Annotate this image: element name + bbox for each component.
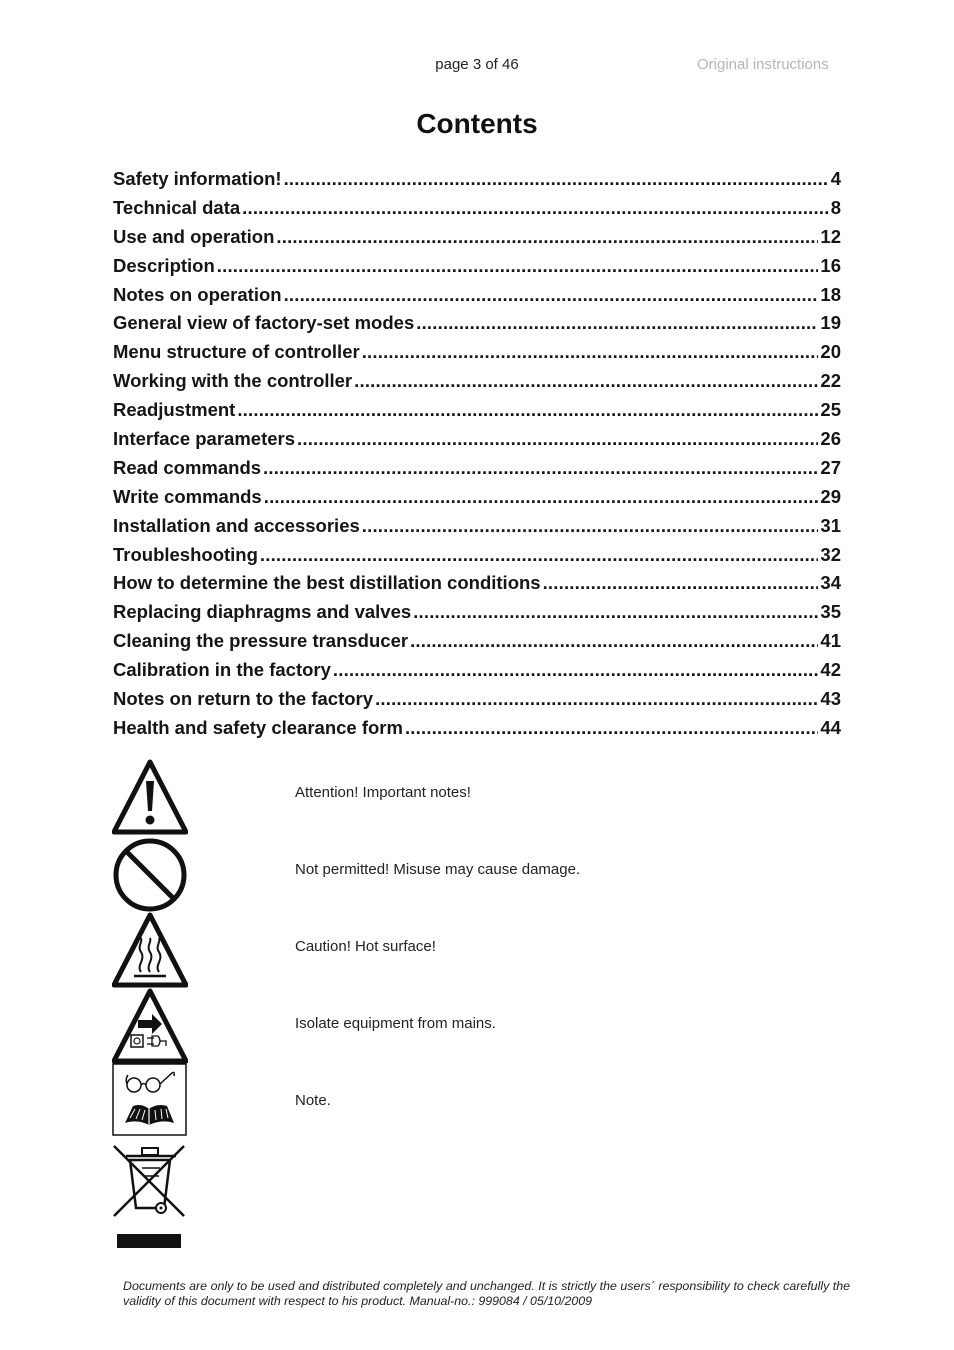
hot-surface-icon [112,912,188,988]
toc-leader-dots [264,486,819,508]
toc-entry[interactable] [113,284,841,313]
toc-entry-page: 18 [820,283,841,305]
toc-entry[interactable] [113,515,841,544]
toc-entry-page: 8 [830,196,841,218]
toc-leader-dots [284,168,829,190]
toc-entry-page: 34 [820,572,841,594]
toc-entry-title: Troubleshooting [113,543,258,565]
toc-leader-dots [237,399,818,421]
toc-leader-dots [263,457,818,479]
note-label: Note. [295,1092,331,1109]
footer-disclaimer: Documents are only to be used and distributed completely and unchanged. It is strictly the users´ responsibility to check carefully the validity of this document with respect to his product. Manual-no.: 999084 / 05/10/2009 [123,1279,850,1308]
toc-entry-title: Replacing diaphragms and valves [113,601,412,623]
toc-entry-page: 4 [830,168,841,189]
toc-entry-title: Read commands [113,456,262,478]
prohibited-icon [112,837,188,913]
toc-entry-title: Use and operation [113,225,275,247]
table-of-contents [113,168,841,746]
toc-entry-title: Health and safety clearance form [113,716,403,738]
toc-entry-page: 31 [820,514,841,536]
toc-entry-page: 20 [820,341,841,363]
toc-entry-page: 32 [820,543,841,565]
toc-entry-title: How to determine the best distillation conditions [113,572,541,594]
toc-entry[interactable] [113,399,841,428]
toc-entry-title: Working with the controller [113,370,353,392]
toc-entry-page: 27 [820,456,841,478]
toc-entry-title: Write commands [113,485,262,507]
toc-entry-title: Safety information! [113,168,282,189]
toc-entry-title: General view of factory-set modes [113,312,415,334]
isolate-label: Isolate equipment from mains. [295,1015,496,1032]
toc-entry-page: 26 [820,428,841,450]
toc-leader-dots [362,341,819,363]
toc-entry[interactable] [113,255,841,284]
toc-entry-title: Description [113,254,215,276]
toc-entry[interactable] [113,197,841,226]
toc-entry-title: Readjustment [113,399,236,421]
toc-entry[interactable] [113,688,841,717]
page-title: Contents [416,108,538,139]
toc-leader-dots [354,370,818,392]
toc-entry[interactable] [113,717,841,746]
toc-entry-page: 42 [820,659,841,681]
toc-entry-page: 16 [820,254,841,276]
toc-entry[interactable] [113,486,841,515]
toc-entry-page: 22 [820,370,841,392]
toc-entry-title: Cleaning the pressure transducer [113,630,409,652]
toc-entry[interactable] [113,226,841,255]
toc-leader-dots [297,428,818,450]
toc-entry-title: Interface parameters [113,428,296,450]
toc-entry[interactable] [113,428,841,457]
toc-entry-page: 43 [820,688,841,710]
toc-entry-title: Notes on return to the factory [113,688,374,710]
toc-leader-dots [333,659,819,681]
toc-entry-title: Calibration in the factory [113,659,331,681]
toc-entry[interactable] [113,630,841,659]
note-reading-icon [112,1063,188,1137]
toc-entry-title: Menu structure of controller [113,341,360,363]
toc-entry[interactable] [113,572,841,601]
toc-leader-dots [543,572,819,594]
toc-entry[interactable] [113,370,841,399]
toc-entry[interactable] [113,601,841,630]
toc-entry[interactable] [113,659,841,688]
toc-entry[interactable] [113,544,841,573]
toc-entry-page: 12 [820,225,841,247]
toc-entry-page: 35 [820,601,841,623]
hot-surface-label: Caution! Hot surface! [295,938,436,955]
toc-leader-dots [217,255,819,277]
attention-label: Attention! Important notes! [295,784,471,801]
toc-leader-dots [276,226,818,248]
toc-entry-title: Technical data [113,196,241,218]
toc-entry-page: 19 [820,312,841,334]
toc-entry-page: 41 [820,630,841,652]
toc-leader-dots [416,312,818,334]
isolate-mains-icon [112,988,188,1064]
toc-leader-dots [405,717,818,739]
toc-entry[interactable] [113,341,841,370]
toc-entry-title: Notes on operation [113,283,282,305]
toc-leader-dots [413,601,818,623]
toc-leader-dots [260,544,819,566]
toc-leader-dots [375,688,818,710]
toc-entry[interactable] [113,312,841,341]
toc-entry-page: 29 [820,485,841,507]
weee-crossed-bin-icon [112,1142,188,1252]
toc-entry[interactable] [113,168,841,197]
toc-leader-dots [410,630,818,652]
toc-entry-title: Installation and accessories [113,514,360,536]
toc-entry[interactable] [113,457,841,486]
warning-triangle-icon [112,759,188,835]
not-permitted-label: Not permitted! Misuse may cause damage. [295,861,581,878]
toc-entry-page: 25 [820,399,841,421]
toc-leader-dots [362,515,819,537]
toc-entry-page: 44 [820,716,841,738]
toc-leader-dots [284,284,819,306]
toc-leader-dots [242,197,829,219]
document-type-label: Original instructions [697,56,829,73]
page-number: page 3 of 46 [435,56,519,73]
